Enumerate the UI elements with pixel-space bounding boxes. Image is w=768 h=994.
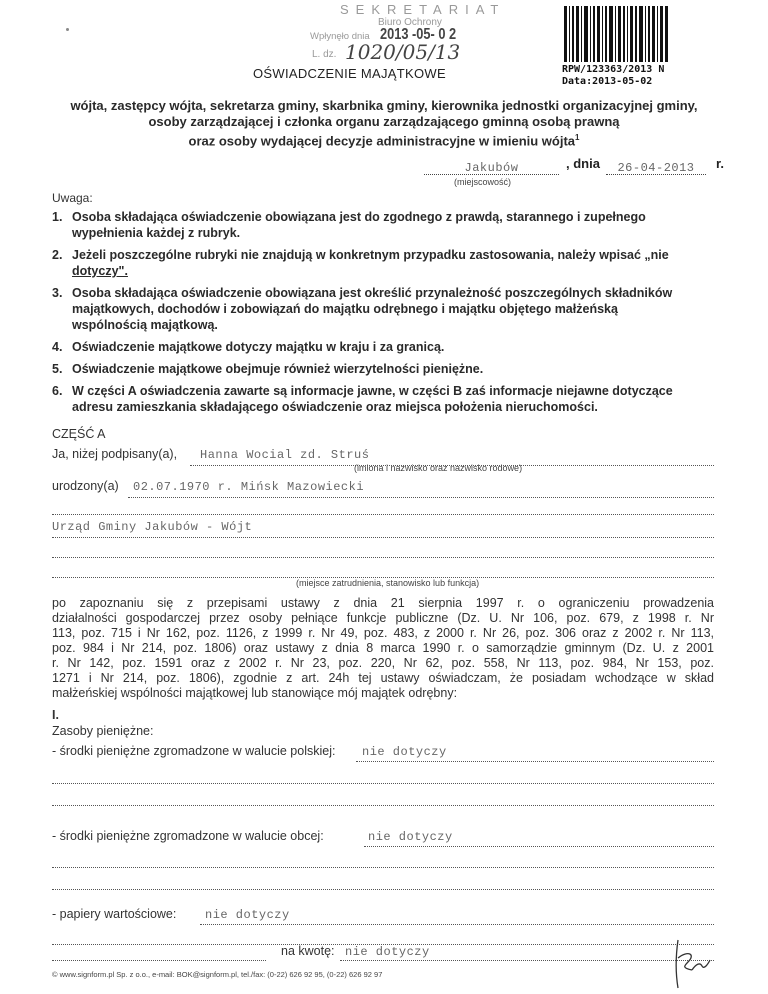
legal-line: r. Nr 142, poz. 1591 oraz z 2002 r. Nr 23, poz. 220, Nr 62, poz. 558, Nr 113, poz. 984, Nr 153, poz. (52, 656, 714, 670)
signed-value: Hanna Wocial zd. Struś (200, 448, 370, 462)
note-text: wypełnienia każdej z rubryk. (72, 226, 241, 240)
legal-line: 113, poz. 715 i Nr 162, poz. 1126, z 1999 r. Nr 49, poz. 483, z 2000 r. Nr 26, poz. 306 oraz z 2002 r. Nr 113, (52, 626, 714, 640)
barcode-icon (564, 6, 668, 62)
note-text: dotyczy". (72, 264, 128, 278)
blank-line (52, 557, 714, 558)
note-item (52, 339, 444, 355)
legal-line: 1271 i Nr 214, poz. 1806), zgodnie z art. 24h tej ustawy oświadczam, że posiadam wchodzące w skład (52, 671, 714, 685)
stamp-office-line2: Biuro Ochrony (378, 17, 442, 28)
stamp-reg-number: 1020/05/13 (345, 40, 461, 64)
employer-line (52, 537, 714, 538)
subtitle-line3: oraz osoby wydającej decyzje administracyjne w imieniu wójta (188, 133, 576, 149)
note-text: wspólnością majątkową. (72, 318, 218, 332)
footer-text: © www.signform.pl Sp. z o.o., e-mail: BOK@signform.pl, tel./fax: (0-22) 626 92 95, (0-22) 626 92 97 (52, 970, 383, 979)
legal-line: poz. 984 i Nr 214, poz. 1806) oraz ustawy z dnia 8 marca 1990 r. o samorządzie gminnym (Dz. U. z 2001 (52, 641, 714, 655)
note-item (52, 247, 669, 279)
note-number: 4. (52, 340, 63, 354)
signed-label: Ja, niżej podpisany(a), (52, 447, 178, 461)
section-heading: Zasoby pieniężne: (52, 724, 154, 738)
foreign-funds-label: - środki pieniężne zgromadzone w walucie obcej: (52, 829, 324, 843)
blank-line (52, 960, 266, 961)
foreign-funds-value: nie dotyczy (368, 830, 453, 844)
subtitle-line2: osoby zarządzającej i członka organu zarządzającego gminną osobą prawną (148, 114, 620, 129)
pln-funds-value: nie dotyczy (362, 745, 447, 759)
amount-value: nie dotyczy (345, 945, 430, 959)
subtitle-line3-wrap (0, 130, 768, 149)
note-text: adresu zamieszkania składającego oświadczenie oraz miejsca położenia nieruchomości. (72, 400, 598, 414)
note-text: Jeżeli poszczególne rubryki nie znajdują w konkretnym przypadku zastosowania, należy wpisać „nie (72, 248, 669, 262)
securities-value: nie dotyczy (205, 908, 290, 922)
note-text: W części A oświadczenia zawarte są informacje jawne, w części B zaś informacje niejawne dotyczące (72, 384, 673, 398)
amount-line (340, 960, 714, 961)
note-text: majątkowych, dochodów i zobowiązań do majątku odrębnego i majątku objętego małżeńską (72, 302, 618, 316)
born-label: urodzony(a) (52, 479, 119, 493)
signed-caption: (imiona i nazwisko oraz nazwisko rodowe) (354, 463, 523, 473)
document-title: OŚWIADCZENIE MAJĄTKOWE (253, 66, 446, 81)
note-number: 2. (52, 248, 63, 262)
note-number: 3. (52, 286, 63, 300)
legal-line: działalności gospodarczej przez osoby pełniące funkcje publiczne (Dz. U. Nr 106, poz. 679, z 1998 r. Nr (52, 611, 714, 625)
note-item (52, 383, 673, 415)
year-suffix: r. (716, 156, 724, 171)
note-text: Oświadczenie majątkowe obejmuje również wierzytelności pieniężne. (72, 362, 484, 376)
document-subtitle (0, 98, 768, 149)
section-roman: I. (52, 708, 59, 722)
signature-initials-icon (666, 936, 716, 990)
securities-line (200, 924, 714, 925)
foreign-funds-line (364, 846, 714, 847)
blank-line (52, 867, 714, 868)
note-number: 1. (52, 210, 63, 224)
pln-funds-line (356, 761, 714, 762)
place-caption: (miejscowość) (454, 177, 512, 187)
note-number: 6. (52, 384, 63, 398)
place-value: Jakubów (464, 161, 519, 175)
stamp-reg-label: L. dz. (312, 49, 337, 60)
legal-line: po zapoznaniu się z przepisami ustawy z dnia 21 sierpnia 1997 r. o ograniczeniu prowadzenia (52, 596, 714, 610)
blank-line (52, 783, 714, 784)
blank-line (52, 805, 714, 806)
blank-line (52, 889, 714, 890)
born-value: 02.07.1970 r. Mińsk Mazowiecki (133, 480, 365, 494)
stamp-office-line1: SEKRETARIAT (340, 2, 506, 17)
date-field (606, 158, 706, 175)
office-stamp (300, 2, 506, 64)
note-text: Osoba składająca oświadczenie obowiązana jest do zgodnego z prawdą, starannego i zupełnego (72, 210, 646, 224)
date-value: 26-04-2013 (617, 161, 695, 175)
note-item (52, 209, 646, 241)
legal-line: małżeńskiej wspólności majątkowej lub stanowiące mój majątek odrębny: (52, 686, 458, 700)
amount-label: na kwotę: (281, 944, 335, 958)
stamp-received-label: Wpłynęło dnia (310, 31, 370, 42)
stamp-received-date: 2013 -05- 0 2 (380, 26, 457, 43)
note-item (52, 285, 672, 333)
born-line (128, 497, 714, 498)
note-item (52, 361, 483, 377)
subtitle-line1: wójta, zastępcy wójta, sekretarza gminy, skarbnika gminy, kierownika jednostki organizacyjnej gminy, (70, 98, 698, 113)
notes-heading: Uwaga: (52, 191, 93, 205)
employer-value: Urząd Gminy Jakubów - Wójt (52, 520, 253, 534)
pln-funds-label: - środki pieniężne zgromadzone w walucie polskiej: (52, 744, 336, 758)
note-text: Osoba składająca oświadczenie obowiązana jest określić przynależność poszczególnych składników (72, 286, 673, 300)
note-text: Oświadczenie majątkowe dotyczy majątku w kraju i za granicą. (72, 340, 445, 354)
legal-paragraph (52, 596, 714, 701)
barcode-date: Data:2013-05-02 (562, 76, 653, 87)
date-label: , dnia (566, 156, 600, 171)
barcode-code: RPW/123363/2013 N (562, 64, 665, 75)
employer-caption: (miejsce zatrudnienia, stanowisko lub funkcja) (296, 578, 480, 588)
note-number: 5. (52, 362, 63, 376)
blank-line (52, 514, 714, 515)
place-field (424, 158, 559, 175)
scan-mark (66, 28, 69, 31)
part-a-heading: CZĘŚĆ A (52, 427, 106, 441)
securities-label: - papiery wartościowe: (52, 907, 177, 921)
registration-barcode (562, 2, 682, 92)
footnote-mark: 1 (575, 133, 580, 142)
